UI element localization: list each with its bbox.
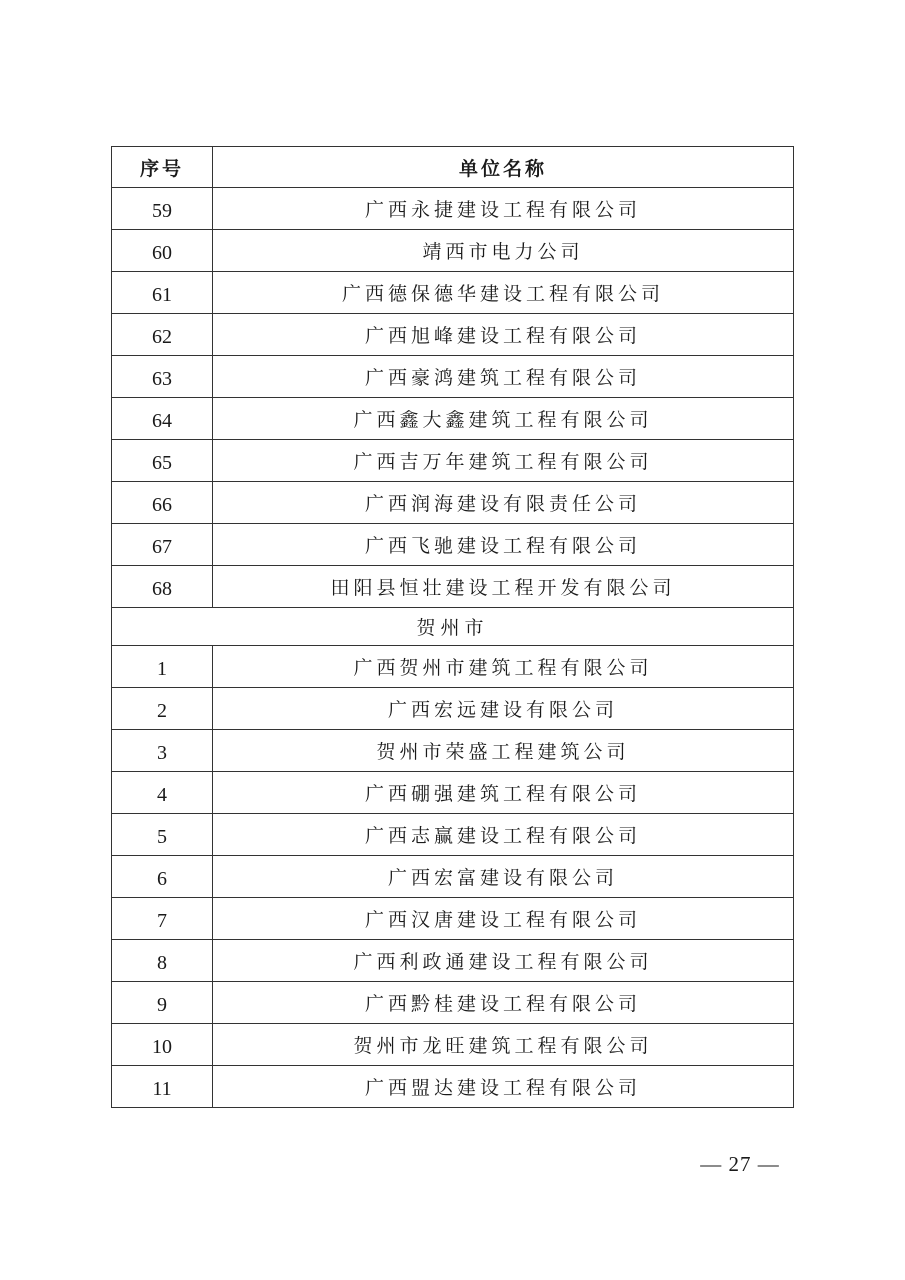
table-row [112, 1024, 794, 1066]
table-row [112, 314, 794, 356]
row-index: 1 [112, 646, 213, 688]
table-row [112, 940, 794, 982]
company-list-table [111, 146, 794, 1108]
row-index: 61 [112, 272, 213, 314]
row-index: 66 [112, 482, 213, 524]
row-index: 8 [112, 940, 213, 982]
row-index: 2 [112, 688, 213, 730]
row-index: 67 [112, 524, 213, 566]
row-index: 4 [112, 772, 213, 814]
table-row [112, 646, 794, 688]
row-company-name: 广西志赢建设工程有限公司 [213, 814, 794, 856]
row-company-name: 广西黔桂建设工程有限公司 [213, 982, 794, 1024]
row-company-name: 靖西市电力公司 [213, 230, 794, 272]
header-name: 单位名称 [213, 147, 794, 188]
row-company-name: 贺州市龙旺建筑工程有限公司 [213, 1024, 794, 1066]
table-row [112, 356, 794, 398]
row-company-name: 广西永捷建设工程有限公司 [213, 188, 794, 230]
row-company-name: 广西旭峰建设工程有限公司 [213, 314, 794, 356]
row-index: 5 [112, 814, 213, 856]
table-body-first [112, 188, 794, 608]
table-row [112, 688, 794, 730]
row-index: 3 [112, 730, 213, 772]
row-company-name: 广西宏富建设有限公司 [213, 856, 794, 898]
header-index: 序号 [112, 147, 213, 188]
row-company-name: 广西润海建设有限责任公司 [213, 482, 794, 524]
table-row [112, 982, 794, 1024]
table-row [112, 898, 794, 940]
company-list-table-wrap [111, 146, 793, 1108]
row-index: 60 [112, 230, 213, 272]
section-row [112, 608, 794, 646]
row-company-name: 广西鑫大鑫建筑工程有限公司 [213, 398, 794, 440]
row-company-name: 广西利政通建设工程有限公司 [213, 940, 794, 982]
row-index: 63 [112, 356, 213, 398]
row-company-name: 贺州市荣盛工程建筑公司 [213, 730, 794, 772]
row-index: 65 [112, 440, 213, 482]
table-row [112, 398, 794, 440]
row-company-name: 广西汉唐建设工程有限公司 [213, 898, 794, 940]
table-header-row [112, 147, 794, 188]
row-index: 59 [112, 188, 213, 230]
row-company-name: 田阳县恒壮建设工程开发有限公司 [213, 566, 794, 608]
table-row [112, 730, 794, 772]
row-index: 6 [112, 856, 213, 898]
table-row [112, 566, 794, 608]
table-row [112, 524, 794, 566]
row-index: 7 [112, 898, 213, 940]
row-company-name: 广西德保德华建设工程有限公司 [213, 272, 794, 314]
row-index: 62 [112, 314, 213, 356]
table-row [112, 230, 794, 272]
row-company-name: 广西豪鸿建筑工程有限公司 [213, 356, 794, 398]
row-index: 11 [112, 1066, 213, 1108]
row-index: 64 [112, 398, 213, 440]
row-index: 9 [112, 982, 213, 1024]
row-index: 10 [112, 1024, 213, 1066]
row-company-name: 广西盟达建设工程有限公司 [213, 1066, 794, 1108]
table-row [112, 482, 794, 524]
row-company-name: 广西吉万年建筑工程有限公司 [213, 440, 794, 482]
row-index: 68 [112, 566, 213, 608]
section-title: 贺州市 [112, 608, 794, 646]
table-row [112, 1066, 794, 1108]
row-company-name: 广西宏远建设有限公司 [213, 688, 794, 730]
row-company-name: 广西硼强建筑工程有限公司 [213, 772, 794, 814]
row-company-name: 广西贺州市建筑工程有限公司 [213, 646, 794, 688]
table-row [112, 188, 794, 230]
table-row [112, 772, 794, 814]
row-company-name: 广西飞驰建设工程有限公司 [213, 524, 794, 566]
page-number: — 27 — [700, 1152, 780, 1176]
table-body-second [112, 646, 794, 1108]
table-row [112, 272, 794, 314]
table-row [112, 856, 794, 898]
table-row [112, 440, 794, 482]
table-row [112, 814, 794, 856]
